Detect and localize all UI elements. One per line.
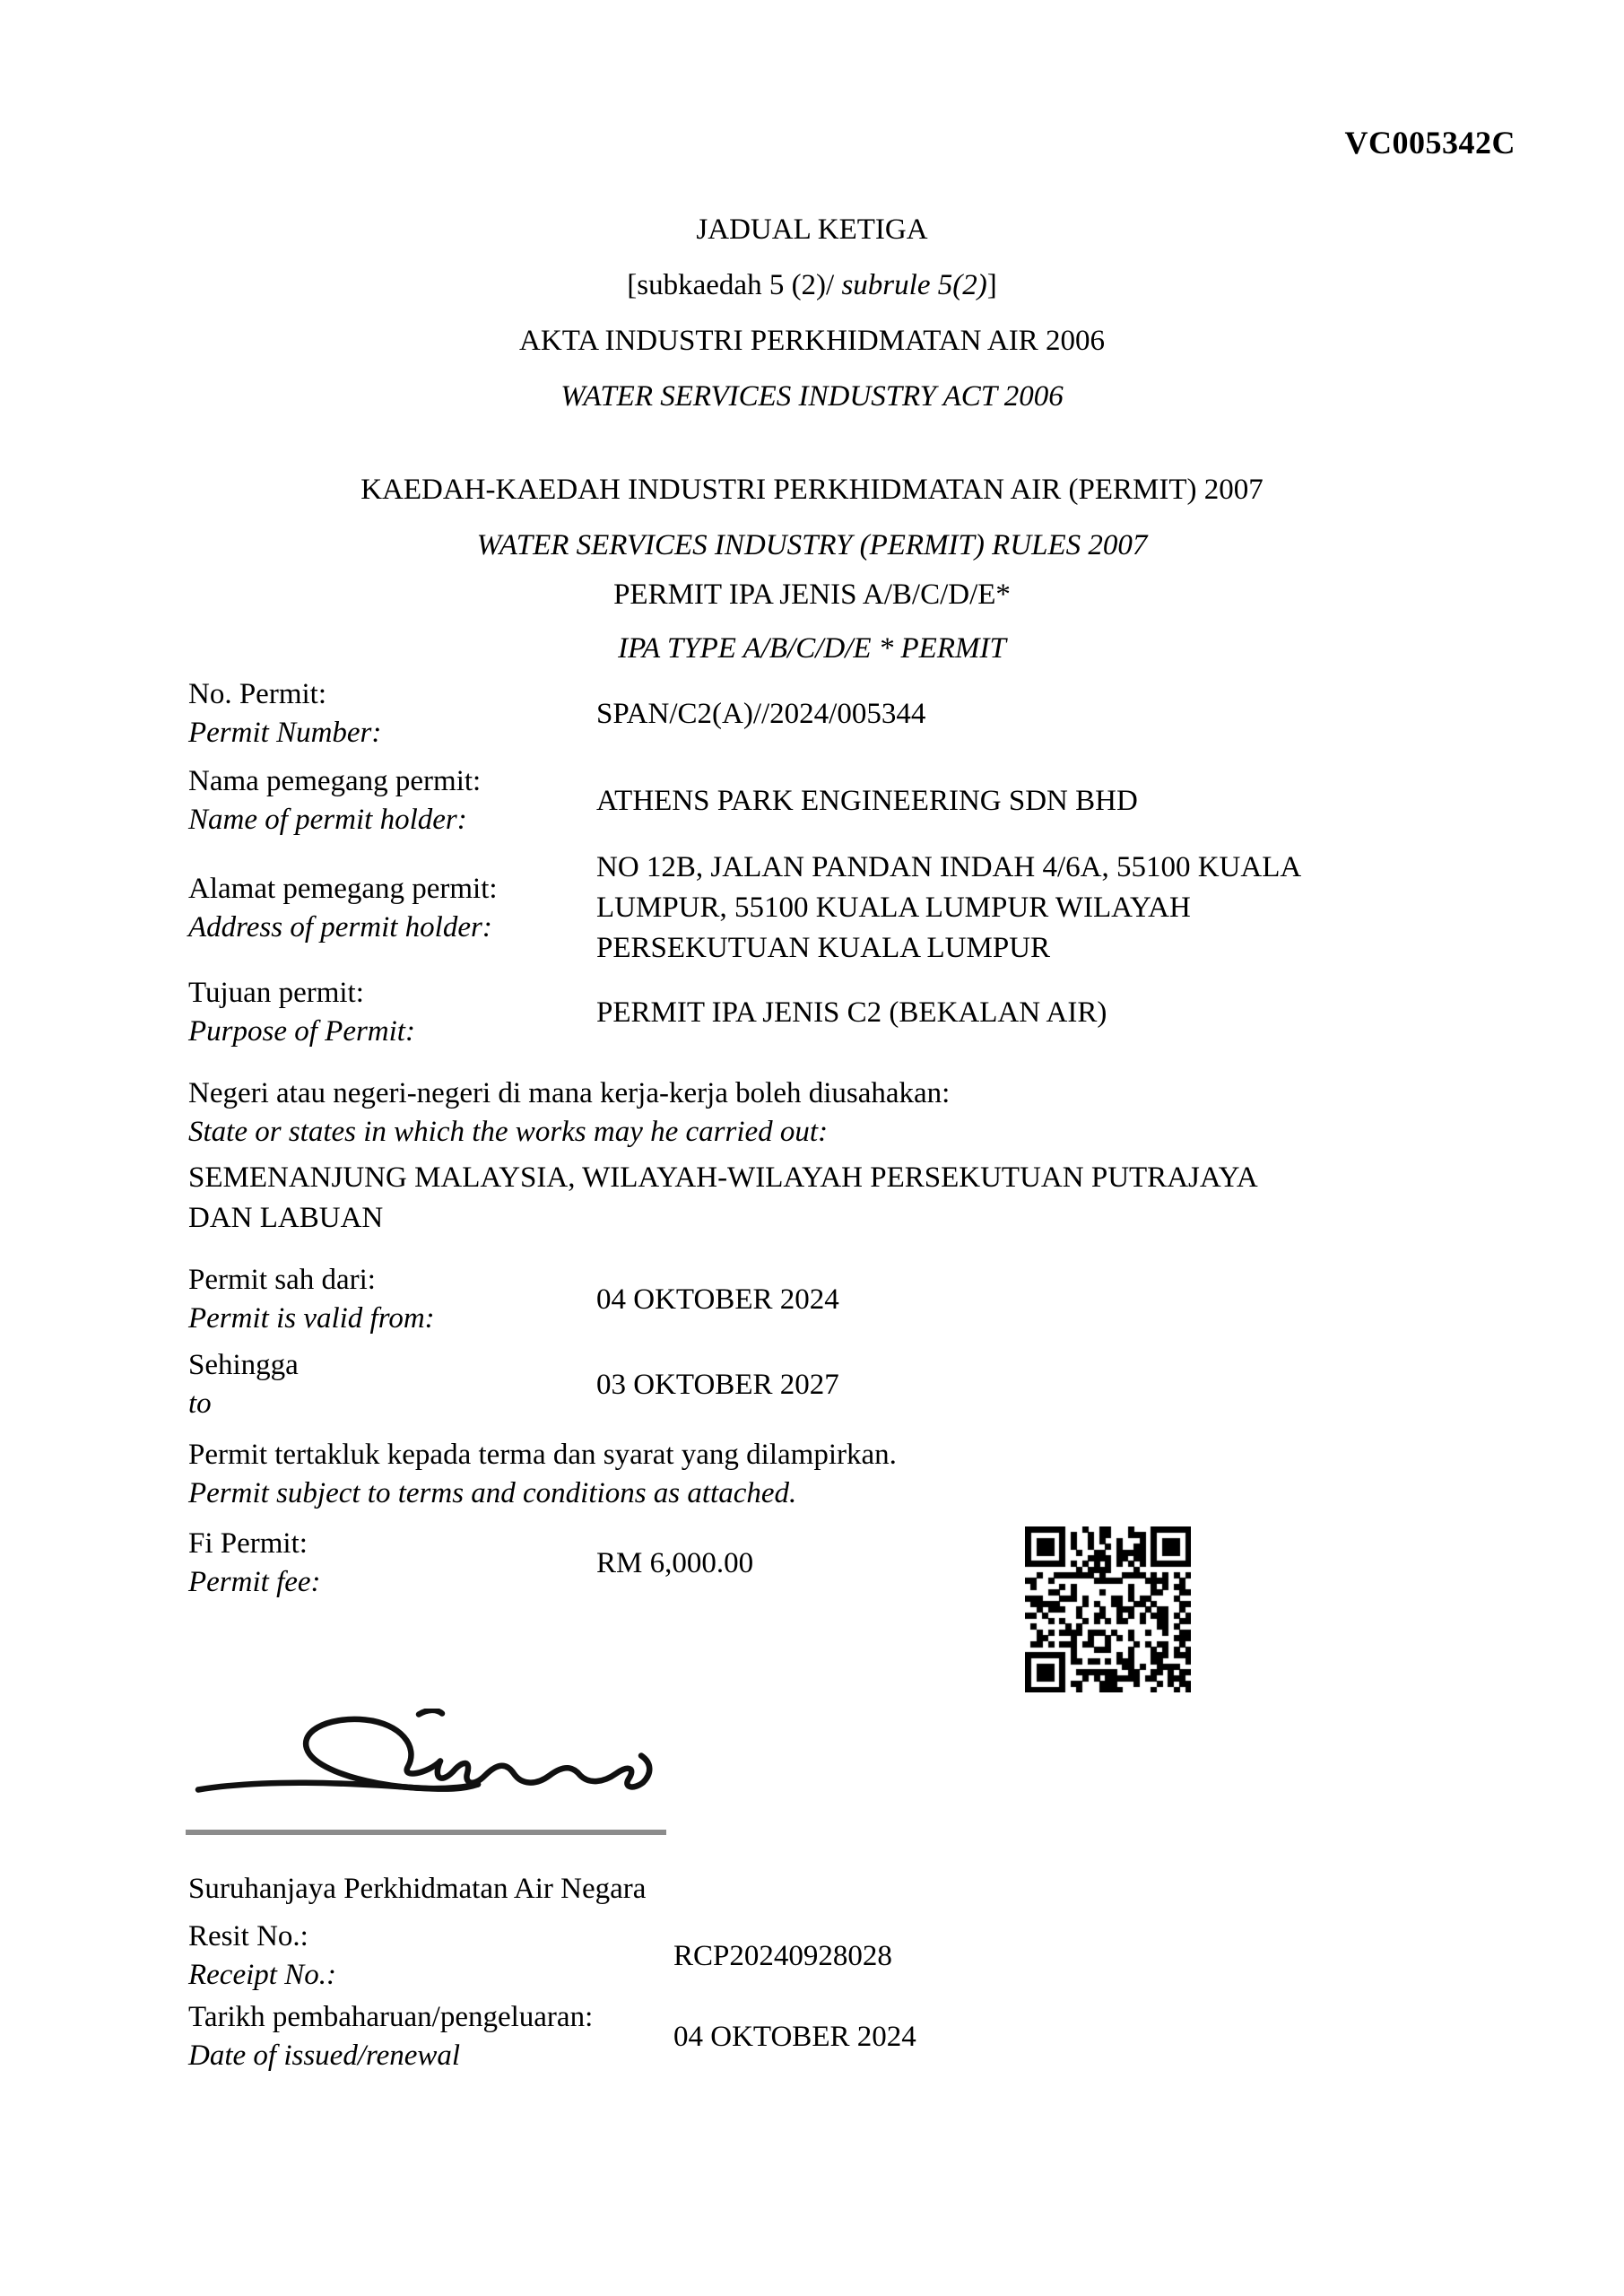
field-states-label	[188, 1074, 950, 1152]
permit-type-ms: PERMIT IPA JENIS A/B/C/D/E*	[613, 578, 1011, 611]
label-en: Date of issued/renewal	[188, 2039, 461, 2072]
label-en: Name of permit holder:	[188, 804, 467, 836]
document-ref-code: VC005342C	[1344, 125, 1515, 161]
field-valid-to	[188, 1346, 839, 1423]
field-permit-number	[188, 675, 925, 752]
label-ms: Resit No.:	[188, 1920, 308, 1952]
label-en: Purpose of Permit:	[188, 1015, 415, 1048]
states-value: SEMENANJUNG MALAYSIA, WILAYAH-WILAYAH PERSEKUTUAN PUTRAJAYA DAN LABUAN	[188, 1161, 1256, 1234]
valid-from-value: 04 OKTOBER 2024	[596, 1283, 839, 1316]
label-ms: Permit sah dari:	[188, 1264, 376, 1296]
terms-note	[188, 1436, 897, 1513]
act-title-en: WATER SERVICES INDUSTRY ACT 2006	[560, 380, 1064, 413]
label-ms: Tarikh pembaharuan/pengeluaran:	[188, 2001, 594, 2033]
fee-value: RM 6,000.00	[596, 1546, 754, 1579]
signature-image	[193, 1709, 655, 1807]
label-en: Permit is valid from:	[188, 1302, 435, 1335]
terms-ms: Permit tertakluk kepada terma dan syarat yang dilampirkan.	[188, 1439, 897, 1471]
signature-divider	[186, 1830, 666, 1835]
receipt-number-value: RCP20240928028	[673, 1939, 892, 1972]
label-en: Permit Number:	[188, 717, 382, 749]
field-label	[188, 675, 596, 752]
field-holder-name	[188, 762, 1138, 839]
label-ms: Alamat pemegang permit:	[188, 872, 498, 905]
field-label	[188, 1261, 596, 1338]
label-en: to	[188, 1387, 212, 1420]
organization-name: Suruhanjaya Perkhidmatan Air Negara	[188, 1873, 647, 1905]
holder-name-value: ATHENS PARK ENGINEERING SDN BHD	[596, 784, 1138, 817]
terms-en: Permit subject to terms and conditions as attached.	[188, 1477, 797, 1509]
holder-address-value: NO 12B, JALAN PANDAN INDAH 4/6A, 55100 KUALA LUMPUR, 55100 KUALA LUMPUR WILAYAH PERSEKUTUAN KUALA LUMPUR	[596, 851, 1300, 964]
qr-code	[1025, 1526, 1191, 1692]
subrule-italic: subrule 5(2)	[841, 269, 987, 301]
label-ms: Sehingga	[188, 1349, 299, 1381]
field-valid-from	[188, 1261, 839, 1338]
act-title-ms: AKTA INDUSTRI PERKHIDMATAN AIR 2006	[519, 325, 1105, 357]
field-label	[188, 1346, 596, 1423]
permit-type-en: IPA TYPE A/B/C/D/E * PERMIT	[618, 632, 1006, 665]
subrule-line	[0, 269, 1624, 302]
field-holder-address	[188, 848, 1403, 969]
label-ms: Tujuan permit:	[188, 977, 364, 1009]
field-label	[188, 762, 596, 839]
field-label	[188, 1918, 673, 1995]
label-en: Permit fee:	[188, 1566, 321, 1598]
subrule-close: ]	[986, 269, 997, 301]
field-label	[188, 1525, 596, 1602]
schedule-title: JADUAL KETIGA	[696, 213, 928, 246]
label-en: Address of permit holder:	[188, 910, 492, 944]
label-ms: Fi Permit:	[188, 1527, 308, 1560]
issue-date-value: 04 OKTOBER 2024	[673, 2020, 916, 2053]
rules-title-ms: KAEDAH-KAEDAH INDUSTRI PERKHIDMATAN AIR (PERMIT) 2007	[360, 474, 1264, 506]
field-purpose	[188, 974, 1107, 1051]
rules-title-en: WATER SERVICES INDUSTRY (PERMIT) RULES 2007	[476, 529, 1148, 561]
field-fee	[188, 1525, 753, 1602]
label-en: Receipt No.:	[188, 1959, 336, 1991]
label-en: State or states in which the works may he carried out:	[188, 1116, 829, 1148]
field-label	[188, 870, 596, 947]
purpose-value: PERMIT IPA JENIS C2 (BEKALAN AIR)	[596, 996, 1107, 1029]
label-ms: Nama pemegang permit:	[188, 765, 482, 797]
field-label	[188, 974, 596, 1051]
field-label	[188, 1998, 673, 2075]
label-ms: Negeri atau negeri-negeri di mana kerja-kerja boleh diusahakan:	[188, 1077, 951, 1109]
field-issue-date	[188, 1998, 916, 2075]
subrule-open: [subkaedah 5 (2)/	[627, 269, 842, 301]
permit-number-value: SPAN/C2(A)//2024/005344	[596, 697, 926, 730]
label-ms: No. Permit:	[188, 678, 326, 710]
valid-to-value: 03 OKTOBER 2027	[596, 1368, 839, 1401]
field-receipt-number	[188, 1918, 892, 1995]
